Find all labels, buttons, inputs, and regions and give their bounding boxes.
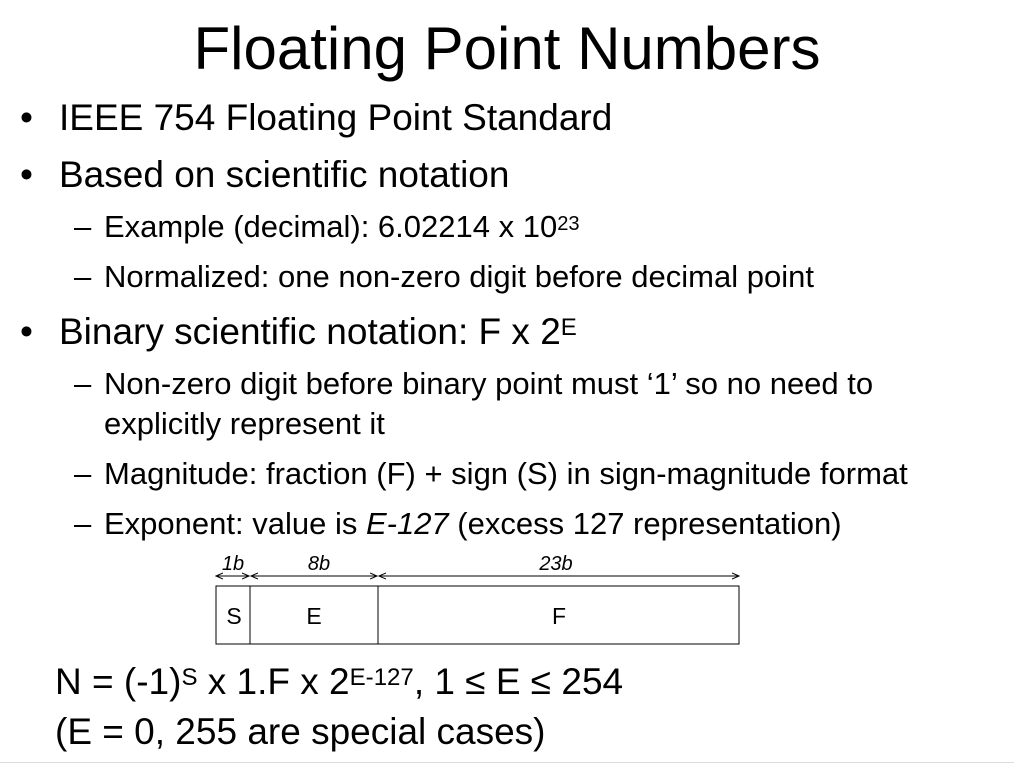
- subbullet-text: Exponent: value is: [104, 506, 366, 541]
- bit-layout-diagram: [205, 548, 750, 648]
- exponent: 23: [557, 212, 580, 235]
- subbullet-text-tail: (excess 127 representation): [448, 506, 842, 541]
- bullet-marker: •: [20, 97, 33, 138]
- subbullet-text: Magnitude: fraction (F) + sign (S) in sign-magnitude format: [104, 456, 908, 491]
- slide-title: Floating Point Numbers: [193, 15, 821, 82]
- subbullet-continuation: explicitly represent it: [104, 406, 385, 441]
- formula-exponent: S: [181, 664, 198, 692]
- bullet-marker: •: [20, 311, 33, 352]
- bullet-ieee754: [20, 97, 612, 139]
- dash-marker: –: [74, 209, 92, 244]
- bullet-text: Based on scientific notation: [59, 154, 510, 195]
- formula-text: x 1.F x 2: [197, 661, 350, 702]
- bullet-binary-notation: [20, 311, 577, 353]
- formula-text: N = (-1): [55, 661, 182, 702]
- formula-exponent: E-127: [349, 664, 414, 692]
- special-cases-note: (E = 0, 255 are special cases): [55, 711, 546, 752]
- field-box: [216, 586, 739, 644]
- exponent-expression: E-127: [365, 506, 449, 541]
- formula-text: , 1 ≤ E ≤ 254: [413, 661, 624, 702]
- dash-marker: –: [74, 366, 92, 401]
- subbullet-text: Normalized: one non-zero digit before decimal point: [104, 259, 814, 294]
- width-label-exponent: 8b: [307, 553, 331, 575]
- width-label-sign: 1b: [221, 553, 245, 575]
- subbullet-text: Non-zero digit before binary point must ‘1’ so no need to: [104, 366, 874, 401]
- dash-marker: –: [74, 456, 92, 491]
- subbullet-normalized: [74, 258, 814, 296]
- bullet-marker: •: [20, 154, 33, 195]
- dash-marker: –: [74, 506, 92, 541]
- subbullet-exponent: [74, 505, 842, 543]
- bullet-scientific-notation: [20, 154, 509, 196]
- bullet-text: IEEE 754 Floating Point Standard: [59, 97, 613, 138]
- dash-marker: –: [74, 259, 92, 294]
- bottom-divider: [0, 762, 1014, 763]
- subbullet-text: Example (decimal): 6.02214 x 10: [104, 209, 558, 244]
- field-fraction: F: [551, 603, 567, 629]
- subbullet-nonzero-digit: [74, 365, 873, 403]
- subbullet-magnitude: [74, 455, 908, 493]
- field-sign: S: [226, 603, 242, 629]
- formula-line: [55, 660, 623, 704]
- exponent: E: [560, 314, 577, 342]
- field-exponent: E: [306, 603, 322, 629]
- bullet-text: Binary scientific notation: F x 2: [59, 311, 561, 352]
- subbullet-example: [74, 208, 580, 246]
- width-label-fraction: 23b: [539, 553, 573, 575]
